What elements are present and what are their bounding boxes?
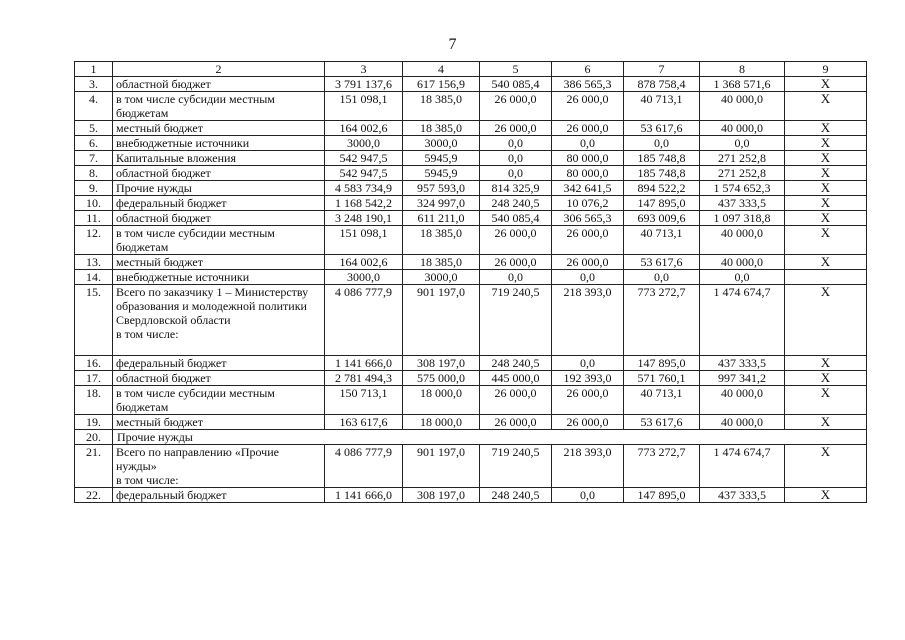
- row-label: Капитальные вложения: [113, 151, 325, 166]
- row-number: 16.: [75, 356, 113, 371]
- value-cell: 0,0: [552, 356, 624, 371]
- row-number: 5.: [75, 121, 113, 136]
- value-cell: 192 393,0: [552, 371, 624, 386]
- value-cell: 164 002,6: [325, 255, 403, 270]
- value-cell: 3000,0: [325, 270, 403, 285]
- value-cell: 894 522,2: [624, 181, 700, 196]
- row-number: 18.: [75, 386, 113, 415]
- value-cell: 40 000,0: [700, 386, 785, 415]
- value-cell: 324 997,0: [403, 196, 480, 211]
- row-label: Прочие нужды: [113, 430, 867, 445]
- value-cell: 40 000,0: [700, 121, 785, 136]
- value-cell: 306 565,3: [552, 211, 624, 226]
- column-header: 4: [403, 62, 480, 77]
- row-number: 19.: [75, 415, 113, 430]
- column-header: 2: [113, 62, 325, 77]
- value-cell: 1 141 666,0: [325, 488, 403, 503]
- row-label: федеральный бюджет: [113, 356, 325, 371]
- value-cell: 80 000,0: [552, 151, 624, 166]
- value-cell: 18 385,0: [403, 255, 480, 270]
- value-cell: 1 574 652,3: [700, 181, 785, 196]
- value-cell: 540 085,4: [480, 211, 552, 226]
- table-row: [75, 211, 867, 226]
- value-cell: 342 641,5: [552, 181, 624, 196]
- value-cell: 40 000,0: [700, 92, 785, 121]
- value-cell: 26 000,0: [480, 415, 552, 430]
- value-cell: 248 240,5: [480, 488, 552, 503]
- column-header: 7: [624, 62, 700, 77]
- x-mark: X: [785, 136, 867, 151]
- value-cell: 26 000,0: [552, 121, 624, 136]
- value-cell: 185 748,8: [624, 151, 700, 166]
- value-cell: 40 000,0: [700, 226, 785, 255]
- value-cell: 26 000,0: [480, 121, 552, 136]
- value-cell: 26 000,0: [552, 226, 624, 255]
- value-cell: 1 474 674,7: [700, 445, 785, 488]
- x-mark: X: [785, 166, 867, 181]
- value-cell: 773 272,7: [624, 445, 700, 488]
- value-cell: 1 368 571,6: [700, 77, 785, 92]
- table-row: [75, 285, 867, 356]
- value-cell: 164 002,6: [325, 121, 403, 136]
- row-label: местный бюджет: [113, 255, 325, 270]
- value-cell: 437 333,5: [700, 488, 785, 503]
- row-number: 15.: [75, 285, 113, 356]
- value-cell: 5945,9: [403, 166, 480, 181]
- value-cell: 26 000,0: [552, 415, 624, 430]
- value-cell: 611 211,0: [403, 211, 480, 226]
- value-cell: 163 617,6: [325, 415, 403, 430]
- value-cell: 575 000,0: [403, 371, 480, 386]
- value-cell: 18 000,0: [403, 386, 480, 415]
- x-mark: X: [785, 386, 867, 415]
- value-cell: 147 895,0: [624, 356, 700, 371]
- value-cell: 957 593,0: [403, 181, 480, 196]
- value-cell: 308 197,0: [403, 488, 480, 503]
- value-cell: 719 240,5: [480, 445, 552, 488]
- column-header: 3: [325, 62, 403, 77]
- value-cell: 0,0: [480, 136, 552, 151]
- value-cell: 0,0: [480, 151, 552, 166]
- row-number: 21.: [75, 445, 113, 488]
- row-label: областной бюджет: [113, 77, 325, 92]
- value-cell: 271 252,8: [700, 166, 785, 181]
- value-cell: 26 000,0: [480, 92, 552, 121]
- value-cell: 308 197,0: [403, 356, 480, 371]
- value-cell: 18 385,0: [403, 92, 480, 121]
- x-mark: X: [785, 255, 867, 270]
- row-label: в том числе субсидии местным бюджетам: [113, 386, 325, 415]
- column-header: 8: [700, 62, 785, 77]
- x-mark: X: [785, 226, 867, 255]
- table-row: [75, 415, 867, 430]
- value-cell: 1 097 318,8: [700, 211, 785, 226]
- table-row: [75, 488, 867, 503]
- value-cell: 0,0: [552, 136, 624, 151]
- row-number: 13.: [75, 255, 113, 270]
- x-mark: X: [785, 92, 867, 121]
- value-cell: 445 000,0: [480, 371, 552, 386]
- value-cell: 3000,0: [403, 136, 480, 151]
- table-row: [75, 356, 867, 371]
- row-number: 8.: [75, 166, 113, 181]
- value-cell: 26 000,0: [480, 255, 552, 270]
- value-cell: 2 781 494,3: [325, 371, 403, 386]
- x-mark: X: [785, 211, 867, 226]
- value-cell: 26 000,0: [480, 386, 552, 415]
- header-row: [75, 62, 867, 77]
- row-label: федеральный бюджет: [113, 488, 325, 503]
- row-number: 6.: [75, 136, 113, 151]
- x-mark: X: [785, 445, 867, 488]
- row-number: 7.: [75, 151, 113, 166]
- row-number: 22.: [75, 488, 113, 503]
- value-cell: 0,0: [624, 136, 700, 151]
- table-row: [75, 430, 867, 445]
- value-cell: 218 393,0: [552, 285, 624, 356]
- value-cell: 18 385,0: [403, 121, 480, 136]
- value-cell: 26 000,0: [552, 92, 624, 121]
- row-label: Всего по заказчику 1 – Министерству образования и молодежной политики Свердловской области в том числе:: [113, 285, 325, 356]
- value-cell: 248 240,5: [480, 196, 552, 211]
- column-header: 5: [480, 62, 552, 77]
- value-cell: 437 333,5: [700, 356, 785, 371]
- table-row: [75, 270, 867, 285]
- value-cell: 151 098,1: [325, 226, 403, 255]
- row-label: местный бюджет: [113, 415, 325, 430]
- x-mark: X: [785, 415, 867, 430]
- x-mark: [785, 270, 867, 285]
- row-number: 12.: [75, 226, 113, 255]
- value-cell: 0,0: [552, 270, 624, 285]
- row-label: внебюджетные источники: [113, 270, 325, 285]
- value-cell: 3000,0: [403, 270, 480, 285]
- value-cell: 80 000,0: [552, 166, 624, 181]
- value-cell: 53 617,6: [624, 121, 700, 136]
- table-row: [75, 77, 867, 92]
- value-cell: 4 086 777,9: [325, 445, 403, 488]
- value-cell: 901 197,0: [403, 285, 480, 356]
- value-cell: 53 617,6: [624, 255, 700, 270]
- value-cell: 901 197,0: [403, 445, 480, 488]
- value-cell: 147 895,0: [624, 196, 700, 211]
- value-cell: 18 000,0: [403, 415, 480, 430]
- row-label: в том числе субсидии местным бюджетам: [113, 226, 325, 255]
- table-row: [75, 255, 867, 270]
- value-cell: 1 474 674,7: [700, 285, 785, 356]
- x-mark: X: [785, 77, 867, 92]
- row-label: областной бюджет: [113, 166, 325, 181]
- value-cell: 53 617,6: [624, 415, 700, 430]
- value-cell: 617 156,9: [403, 77, 480, 92]
- row-label: федеральный бюджет: [113, 196, 325, 211]
- x-mark: X: [785, 285, 867, 356]
- value-cell: 40 713,1: [624, 226, 700, 255]
- value-cell: 151 098,1: [325, 92, 403, 121]
- value-cell: 4 583 734,9: [325, 181, 403, 196]
- value-cell: 26 000,0: [552, 386, 624, 415]
- value-cell: 3 791 137,6: [325, 77, 403, 92]
- value-cell: 386 565,3: [552, 77, 624, 92]
- value-cell: 10 076,2: [552, 196, 624, 211]
- value-cell: 150 713,1: [325, 386, 403, 415]
- row-number: 3.: [75, 77, 113, 92]
- value-cell: 40 713,1: [624, 92, 700, 121]
- row-number: 9.: [75, 181, 113, 196]
- row-number: 4.: [75, 92, 113, 121]
- x-mark: X: [785, 371, 867, 386]
- value-cell: 18 385,0: [403, 226, 480, 255]
- column-header: 6: [552, 62, 624, 77]
- x-mark: X: [785, 356, 867, 371]
- value-cell: 542 947,5: [325, 166, 403, 181]
- table-row: [75, 386, 867, 415]
- value-cell: 26 000,0: [552, 255, 624, 270]
- table-row: [75, 166, 867, 181]
- value-cell: 1 141 666,0: [325, 356, 403, 371]
- value-cell: 0,0: [700, 136, 785, 151]
- value-cell: 773 272,7: [624, 285, 700, 356]
- value-cell: 0,0: [480, 270, 552, 285]
- table-row: [75, 92, 867, 121]
- row-number: 11.: [75, 211, 113, 226]
- value-cell: 185 748,8: [624, 166, 700, 181]
- value-cell: 0,0: [552, 488, 624, 503]
- budget-table: [74, 61, 867, 503]
- value-cell: 0,0: [480, 166, 552, 181]
- x-mark: X: [785, 121, 867, 136]
- table-row: [75, 181, 867, 196]
- x-mark: X: [785, 151, 867, 166]
- column-header: 1: [75, 62, 113, 77]
- x-mark: X: [785, 488, 867, 503]
- value-cell: 719 240,5: [480, 285, 552, 356]
- value-cell: 218 393,0: [552, 445, 624, 488]
- value-cell: 437 333,5: [700, 196, 785, 211]
- x-mark: X: [785, 196, 867, 211]
- row-number: 10.: [75, 196, 113, 211]
- value-cell: 0,0: [624, 270, 700, 285]
- value-cell: 4 086 777,9: [325, 285, 403, 356]
- value-cell: 40 000,0: [700, 415, 785, 430]
- value-cell: 40 713,1: [624, 386, 700, 415]
- x-mark: X: [785, 181, 867, 196]
- row-number: 17.: [75, 371, 113, 386]
- value-cell: 147 895,0: [624, 488, 700, 503]
- value-cell: 540 085,4: [480, 77, 552, 92]
- row-label: внебюджетные источники: [113, 136, 325, 151]
- row-label: местный бюджет: [113, 121, 325, 136]
- value-cell: 571 760,1: [624, 371, 700, 386]
- row-label: областной бюджет: [113, 211, 325, 226]
- table-row: [75, 445, 867, 488]
- row-label: Прочие нужды: [113, 181, 325, 196]
- row-number: 14.: [75, 270, 113, 285]
- page-number: 7: [448, 36, 457, 53]
- value-cell: 0,0: [700, 270, 785, 285]
- table-row: [75, 151, 867, 166]
- value-cell: 814 325,9: [480, 181, 552, 196]
- value-cell: 878 758,4: [624, 77, 700, 92]
- value-cell: 40 000,0: [700, 255, 785, 270]
- value-cell: 997 341,2: [700, 371, 785, 386]
- row-number: 20.: [75, 430, 113, 445]
- row-label: в том числе субсидии местным бюджетам: [113, 92, 325, 121]
- table-row: [75, 121, 867, 136]
- value-cell: 693 009,6: [624, 211, 700, 226]
- value-cell: 3 248 190,1: [325, 211, 403, 226]
- value-cell: 271 252,8: [700, 151, 785, 166]
- table-row: [75, 226, 867, 255]
- value-cell: 3000,0: [325, 136, 403, 151]
- value-cell: 26 000,0: [480, 226, 552, 255]
- table-row: [75, 371, 867, 386]
- row-label: областной бюджет: [113, 371, 325, 386]
- table-row: [75, 136, 867, 151]
- value-cell: 5945,9: [403, 151, 480, 166]
- row-label: Всего по направлению «Прочие нужды» в том числе:: [113, 445, 325, 488]
- table-row: [75, 196, 867, 211]
- value-cell: 542 947,5: [325, 151, 403, 166]
- value-cell: 1 168 542,2: [325, 196, 403, 211]
- column-header: 9: [785, 62, 867, 77]
- value-cell: 248 240,5: [480, 356, 552, 371]
